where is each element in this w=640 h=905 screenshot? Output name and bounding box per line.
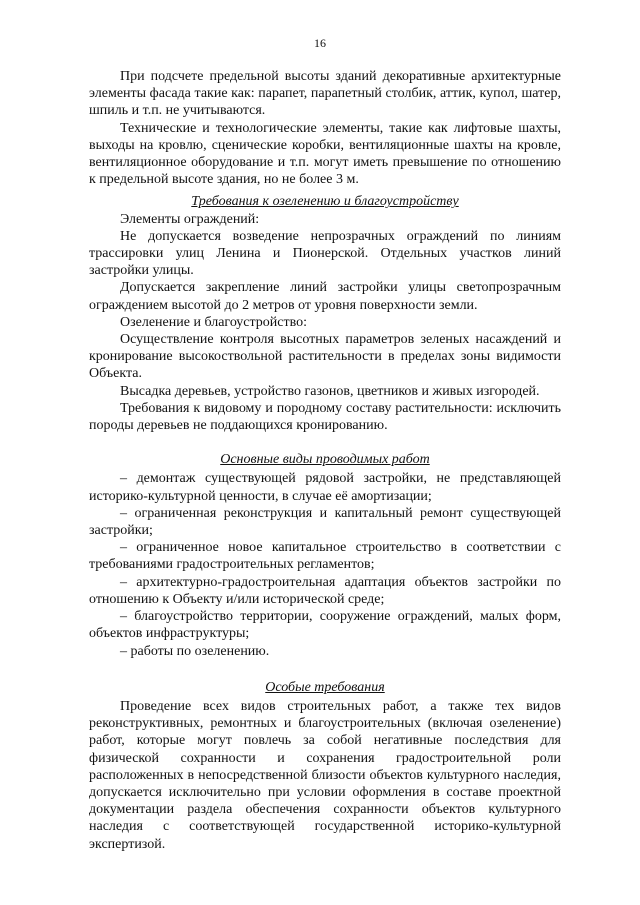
greening-paragraph: Осуществление контроля высотных параметров зеленых насаждений и кронирование высокоствольной растительности в пределах зоны видимости Объекта.	[89, 332, 561, 382]
works-list-item: – ограниченная реконструкция и капитальный ремонт существующей застройки;	[89, 505, 561, 539]
intro-paragraph: Технические и технологические элементы, такие как лифтовые шахты, выходы на кровлю, сценические коробки, вентиляционные шахты на кровле, вентиляционное оборудование и т.п. могут иметь превышение по отношению к предельной высоте здания, но не более 3 м.	[89, 120, 561, 188]
works-list-item: – ограниченное новое капитальное строительство в соответствии с требованиями градостроительных регламентов;	[89, 540, 561, 573]
intro-paragraph: При подсчете предельной высоты зданий декоративные архитектурные элементы фасада такие как: парапет, парапетный столбик, аттик, купол, шатер, шпиль и т.п. не учитываются.	[89, 69, 561, 119]
section-heading-special: Особые требования	[265, 679, 385, 695]
page-number: 16	[314, 36, 326, 50]
section-heading-works: Основные виды проводимых работ	[220, 452, 430, 468]
special-requirements-paragraph: Проведение всех видов строительных работ, а также тех видов реконструктивных, ремонтных и благоустроительных (включая озеленение) работ, которые могут повлечь за собой негативные последствия для физической сохранности и сохранения градостроительной роли расположенных в непосредственной близости объектов культурного наследия, допускается исключительно при условии оформления в составе проектной документации раздела обеспечения сохранности объектов культурного наследия с соответствующей государственной историко-культурной экспертизой.	[89, 698, 561, 852]
page-content	[89, 68, 561, 853]
greening-paragraph: Не допускается возведение непрозрачных ограждений по линиям трассировки улиц Ленина и Пионерской. Отдельных участков линий застройки улицы.	[89, 228, 561, 279]
works-list-item: – архитектурно-градостроительная адаптация объектов застройки по отношению к Объекту и/или исторической среде;	[89, 574, 561, 607]
works-list-item: – благоустройство территории, сооружение ограждений, малых форм, объектов инфраструктуры;	[89, 609, 561, 642]
greening-paragraph: Высадка деревьев, устройство газонов, цветников и живых изгородей.	[120, 383, 540, 399]
works-list-item: – демонтаж существующей рядовой застройки, не представляющей историко-культурной ценности, в случае её амортизации;	[89, 471, 561, 504]
greening-paragraph: Допускается закрепление линий застройки улицы светопрозрачным ограждением высотой до 2 метров от уровня поверхности земли.	[89, 280, 561, 313]
greening-paragraph: Требования к видовому и породному составу растительности: исключить породы деревьев не поддающихся кронированию.	[89, 400, 561, 434]
greening-paragraph: Элементы ограждений:	[120, 211, 260, 227]
greening-paragraph: Озеленение и благоустройство:	[120, 314, 308, 330]
section-heading-greening: Требования к озеленению и благоустройству	[191, 194, 459, 210]
works-list-item: – работы по озеленению.	[120, 643, 270, 659]
